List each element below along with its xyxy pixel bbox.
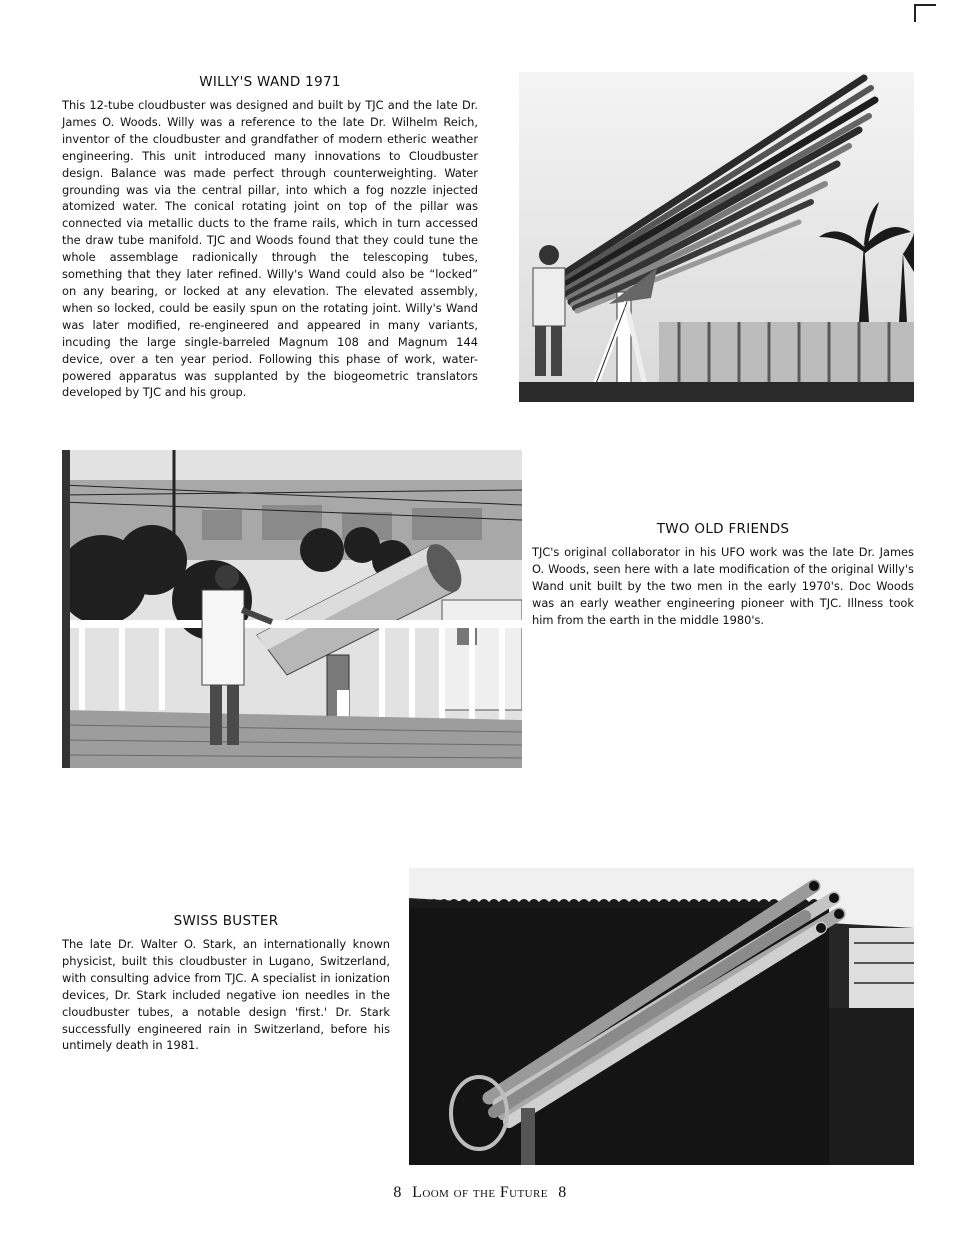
willys-wand-photo — [519, 72, 914, 402]
publication-title: Loom of the Future — [412, 1184, 548, 1201]
two-old-friends-title: TWO OLD FRIENDS — [656, 521, 790, 537]
swiss-buster-text: The late Dr. Walter O. Stark, an internationally known physicist, built this cloudbuster in Lugano, Switzerland, with consulting advice from TJC. A specialist in ionization devices, Dr. Stark included negative ion needles in the cloudbuster tubes, a notable design 'first.' Dr. Stark successfully engineered rain in Switzerland, before his untimely death in 1981. — [62, 937, 390, 1053]
crop-mark — [914, 4, 936, 22]
willys-wand-text: This 12-tube cloudbuster was designed and built by TJC and the late Dr. James O. Woods. Willy was a reference to the late Dr. Wilhelm Reich, inventor of the cloudbuster and grandfather of modern etheric weather engineering. This unit introduced many innovations to Cloudbuster design. Balance was made perfect through counterweighting. Water grounding was via the central pillar, into which a fog nozzle injected atomized water. The conical rotating joint on top of the pillar was connected via metallic ducts to the frame rails, which in turn accessed the draw tube manifold. TJC and Woods found that they could tune the whole assemblage radionically through the telescoping tubes, something that they later refined. Willy's Wand could also be “locked” on any bearing, or locked at any elevation. The elevated assembly, when so locked, could be easily spun on the rotating joint. Willy's Wand was later modified, re-engineered and appeared in many variants, incuding the large single-barreled Magnum 108 and Magnum 144 device, over a ten year period. Following this phase of work, water-powered apparatus was supplanted by the biogeometric translators developed by TJC and his group. — [62, 98, 478, 400]
willys-wand-title: WILLY'S WAND 1971 — [199, 74, 341, 90]
two-old-friends-text: TJC's original collaborator in his UFO work was the late Dr. James O. Woods, seen here with a late modification of the original Willy's Wand unit built by the two men in the early 1970's. Doc Woods was an early weather engineering pioneer with TJC. Illness took him from the earth in the middle 1980's. — [532, 545, 914, 627]
page-number-left: 8 — [393, 1184, 402, 1201]
page-footer — [0, 1184, 960, 1202]
willys-wand-caption — [62, 74, 478, 401]
swiss-buster-title: SWISS BUSTER — [173, 913, 279, 929]
swiss-buster-photo — [409, 868, 914, 1165]
page-number-right: 8 — [558, 1184, 567, 1201]
two-old-friends-caption — [532, 521, 914, 629]
swiss-buster-caption — [62, 913, 390, 1054]
two-old-friends-photo — [62, 450, 522, 768]
